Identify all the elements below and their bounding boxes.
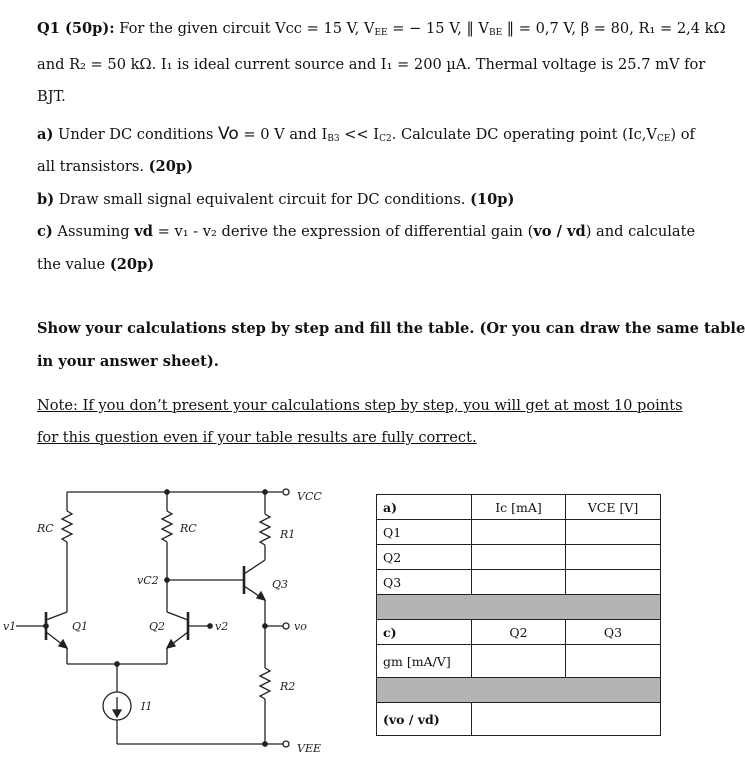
part-a-text-5: ) of [670, 126, 695, 143]
part-a-text-1: Under DC conditions [53, 126, 219, 143]
vo-label: vo [294, 620, 307, 633]
answer-cell[interactable] [566, 545, 661, 570]
vee-label: VEE [297, 742, 322, 755]
v2-label: v2 [215, 620, 229, 633]
part-a-vo: Vo [218, 124, 239, 144]
instructions-line-2: in your answer sheet). [37, 353, 219, 370]
gray-separator [377, 678, 661, 703]
junction-dot [263, 742, 267, 746]
table-header-cell: Ic [mA] [472, 495, 566, 520]
answer-cell[interactable] [472, 703, 661, 736]
q1-label: Q1 [72, 620, 89, 633]
part-a-label: a) [37, 126, 54, 143]
i1-label: I1 [141, 700, 153, 713]
part-c-text-1: Assuming [52, 223, 135, 240]
answer-cell[interactable] [566, 645, 661, 678]
table-separator [377, 678, 661, 703]
part-a-text-3: << I [339, 126, 380, 143]
vc2-label: vC2 [137, 574, 159, 587]
vee-terminal [283, 741, 289, 747]
part-c-text-4: the value [37, 256, 110, 273]
r2-label: R2 [280, 680, 296, 693]
part-c-text-2: = v₁ - v₂ derive the expression of differential gain ( [152, 223, 534, 240]
part-a-text-2: = 0 V and I [238, 126, 328, 143]
r2-resistor [260, 668, 270, 699]
v1-label: v1 [3, 620, 17, 633]
row-label: Q2 [377, 545, 472, 570]
part-c-vd-2: vd [567, 223, 586, 240]
table-header-cell: Q2 [472, 620, 566, 645]
vce-subscript: CE [656, 134, 671, 144]
vcc-label: VCC [297, 490, 322, 503]
row-label: (vo / vd) [377, 703, 472, 736]
table-row [377, 545, 661, 570]
table-row [377, 520, 661, 545]
table-header-cell: c) [377, 620, 472, 645]
gray-separator [377, 595, 661, 620]
question-label: Q1 (50p): [37, 20, 115, 37]
rc-left-label: RC [37, 522, 54, 535]
row-label: Q1 [377, 520, 472, 545]
part-a-points: (20p) [148, 158, 193, 175]
question-header-line-3: BJT. [37, 88, 66, 105]
part-b-points: (10p) [470, 191, 515, 208]
q1-emitter-arrow [59, 640, 67, 648]
note-line-1: Note: If you don’t present your calculations step by step, you will get at most 10 points [37, 397, 683, 414]
part-b-text: Draw small signal equivalent circuit for DC conditions. [54, 191, 471, 208]
part-a-text-4: . Calculate DC operating point (Ic,V [391, 126, 657, 143]
r1-resistor [260, 514, 270, 545]
part-c-vo: vo [533, 223, 552, 240]
rc-mid-label: RC [180, 522, 197, 535]
q3-collector [244, 560, 265, 574]
answer-cell[interactable] [472, 645, 566, 678]
part-c-text-3: ) and calculate [585, 223, 696, 240]
given-values-3: ‖ = 0,7 V, β = 80, R₁ = 2,4 kΩ [502, 20, 726, 37]
ic2-subscript: C2 [379, 134, 392, 144]
v2-input-node [208, 624, 212, 628]
part-c-points: (20p) [109, 256, 155, 273]
answer-cell[interactable] [566, 520, 661, 545]
part-c-label: c) [37, 223, 53, 240]
q3-label: Q3 [272, 578, 289, 591]
answer-cell[interactable] [566, 570, 661, 595]
rc-left-resistor [62, 511, 72, 542]
given-values-1: For the given circuit Vcc = 15 V, V [114, 20, 375, 37]
ib3-subscript: B3 [327, 134, 340, 144]
row-label: gm [mA/V] [377, 645, 472, 678]
results-table [376, 494, 661, 736]
part-a-text-6: all transistors. [37, 158, 149, 175]
answer-cell[interactable] [472, 570, 566, 595]
q3-emitter-arrow [257, 592, 265, 600]
table-header-row [377, 620, 661, 645]
table-row [377, 703, 661, 736]
question-header-line-2: and R₂ = 50 kΩ. I₁ is ideal current source and I₁ = 200 µA. Thermal voltage is 25.7 mV for [37, 56, 706, 73]
table-row [377, 645, 661, 678]
row-label: Q3 [377, 570, 472, 595]
table-header-cell: a) [377, 495, 472, 520]
vcc-terminal [283, 489, 289, 495]
vee-subscript: EE [374, 28, 388, 38]
table-header-row [377, 495, 661, 520]
answer-cell[interactable] [472, 520, 566, 545]
part-c-vd: vd [134, 223, 153, 240]
note-line-2: for this question even if your table results are fully correct. [37, 429, 477, 446]
q2-label: Q2 [149, 620, 166, 633]
current-source-arrow [113, 710, 121, 717]
vo-terminal [283, 623, 289, 629]
rc-mid-resistor [162, 511, 172, 542]
vbe-subscript: BE [488, 28, 503, 38]
q2-emitter-arrow [167, 640, 175, 648]
part-b-label: b) [37, 191, 55, 208]
instructions-line-1: Show your calculations step by step and fill the table. (Or you can draw the same table [37, 320, 745, 337]
given-values-2: = − 15 V, ‖ V [387, 20, 489, 37]
table-separator [377, 595, 661, 620]
table-row [377, 570, 661, 595]
part-c-slash: / [551, 223, 568, 240]
q2-collector [167, 612, 188, 620]
r1-label: R1 [280, 528, 296, 541]
table-header-cell: VCE [V] [566, 495, 661, 520]
q1-collector [46, 612, 67, 620]
answer-cell[interactable] [472, 545, 566, 570]
table-header-cell: Q3 [566, 620, 661, 645]
